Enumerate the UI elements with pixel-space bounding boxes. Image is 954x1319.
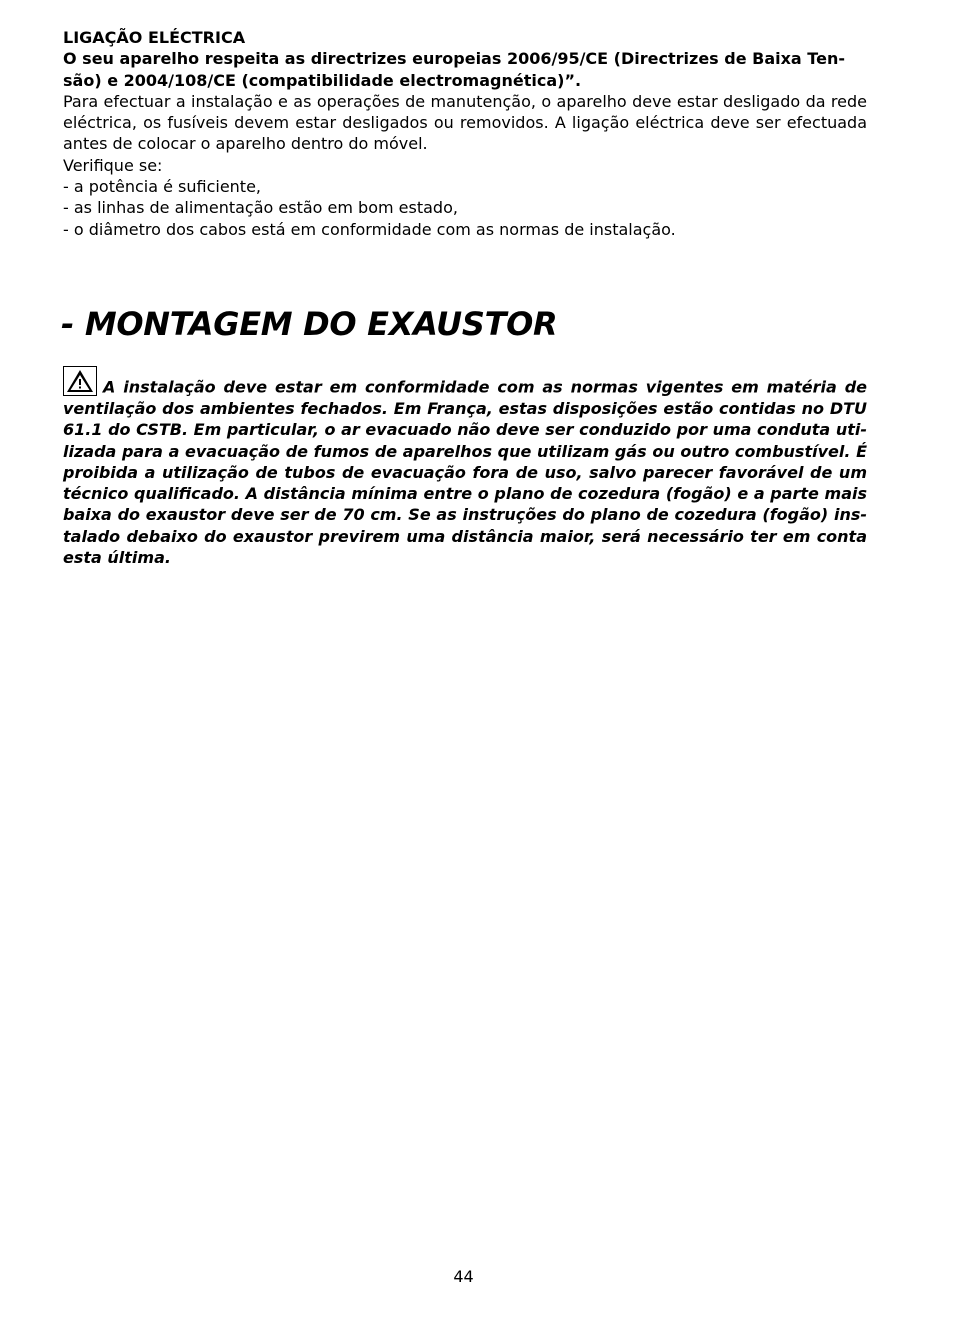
installation-paragraph: Para efectuar a instalação e as operações de manutenção, o aparelho deve estar desligado da rede eléctrica, os fusíveis devem estar desligados ou removidos. A ligação eléctrica deve ser efectuada antes de colocar o aparelho dentro do móvel. (63, 91, 867, 154)
section-title: LIGAÇÃO ELÉCTRICA (63, 28, 246, 47)
electrical-connection-section (63, 27, 867, 240)
verify-intro: Verifique se: (63, 155, 163, 175)
directive-statement-line-1: O seu aparelho respeita as directrizes europeias 2006/95/CE (Directrizes de Baixa Ten- (63, 49, 845, 69)
check-item: - as linhas de alimentação estão em bom estado, (63, 198, 458, 218)
page-number: 44 (453, 1267, 474, 1286)
check-item: - o diâmetro dos cabos está em conformidade com as normas de instalação. (63, 219, 676, 239)
warning-text: A instalação deve estar em conformidade com as normas vigentes em matéria de ventilação dos ambientes fechados. Em França, estas disposições estão contidas no DTU 61.1 do CSTB. Em particular, o ar evacuado não deve ser conduzido por uma conduta uti-lizada para a evacuação de fumos de aparelhos que utilizam gás ou outro combustível. É proibida a utilização de tubos de evacuação fora de uso, salvo parecer favorável de um técnico qualificado. A distância mínima entre o plano de cozedura (fogão) e a parte mais baixa do exaustor deve ser de 70 cm. Se as instruções do plano de cozedura (fogão) ins-talado debaixo do exaustor previrem uma distância maior, será necessário ter em conta esta última. (63, 377, 867, 568)
installation-warning (63, 366, 867, 568)
directive-statement-line-2: são) e 2004/108/CE (compatibilidade electromagnética)”. (63, 70, 582, 90)
assembly-heading: - MONTAGEM DO EXAUSTOR (61, 305, 558, 343)
check-item: - a potência é suficiente, (63, 177, 261, 197)
warning-triangle-icon (63, 366, 97, 396)
